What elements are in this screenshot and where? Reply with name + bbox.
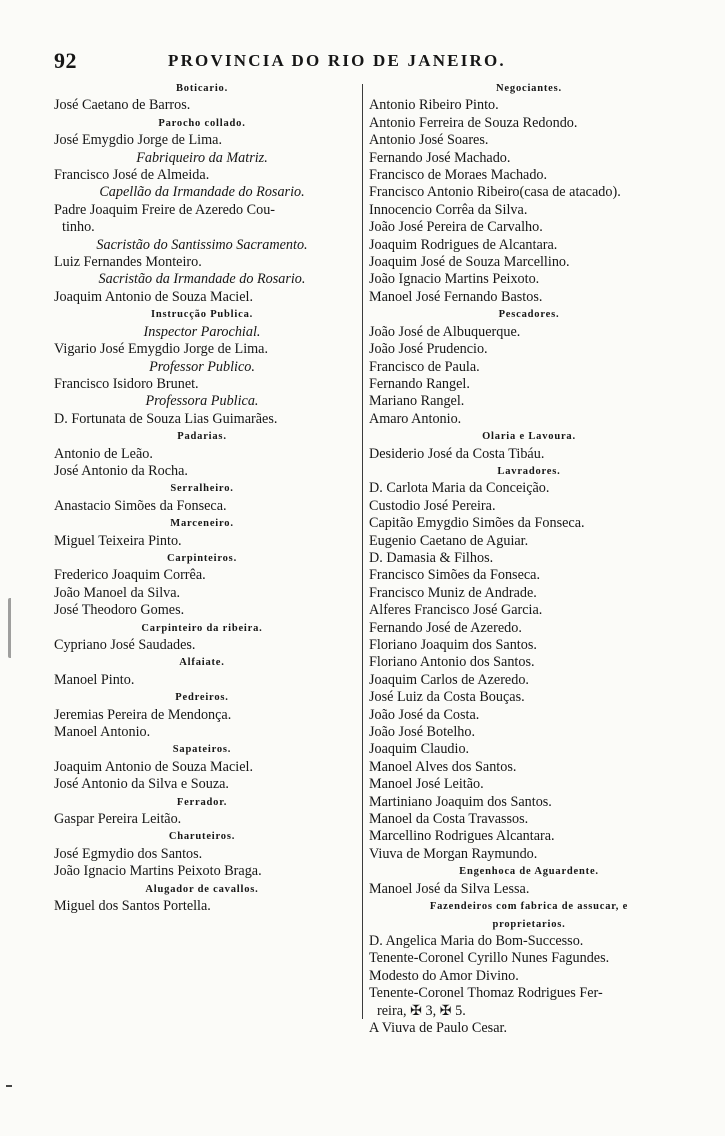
entry-line: Antonio Ribeiro Pinto. — [369, 97, 499, 114]
entry-line: Francisco de Moraes Machado. — [369, 167, 548, 184]
entry-line: Frederico Joaquim Corrêa. — [54, 567, 206, 584]
entry-line: Anastacio Simões da Fonseca. — [54, 497, 227, 514]
role-heading: Professor Publico. — [149, 358, 255, 375]
entry-line: Manoel Antonio. — [54, 724, 151, 741]
entry-line: A Viuva de Paulo Cesar. — [369, 1019, 507, 1036]
entry-line: Tenente-Coronel Thomaz Rodrigues Fer- — [369, 985, 603, 1002]
entry-line: José Antonio da Silva e Souza. — [54, 776, 229, 793]
section-heading: Ferrador. — [176, 796, 228, 808]
role-heading: Sacristão da Irmandade do Rosario. — [98, 271, 306, 288]
entry-line: D. Angelica Maria do Bom-Successo. — [369, 932, 584, 949]
entry-line: Francisco Muniz de Andrade. — [369, 584, 537, 601]
section-heading: Carpinteiro da ribeira. — [141, 622, 263, 634]
section-heading: proprietarios. — [492, 918, 566, 930]
entry-line: Manoel José Leitão. — [369, 776, 484, 793]
section-heading: Serralheiro. — [170, 483, 234, 495]
entry-line: Capitão Emygdio Simões da Fonseca. — [369, 515, 585, 532]
entry-line: Joaquim Claudio. — [369, 741, 470, 758]
page-number: 92 — [54, 48, 77, 73]
entry-line: Padre Joaquim Freire de Azeredo Cou- — [54, 201, 276, 218]
margin-dot — [6, 1085, 12, 1087]
role-heading: Inspector Parochial. — [143, 323, 261, 340]
entry-line: Francisco Antonio Ribeiro(casa de atacado). — [369, 184, 621, 201]
entry-line: Gaspar Pereira Leitão. — [54, 811, 182, 828]
entry-line: Miguel Teixeira Pinto. — [54, 532, 182, 549]
entry-line: Manoel Pinto. — [54, 671, 135, 688]
entry-line: Manoel da Costa Travassos. — [369, 811, 529, 828]
entry-line: José Egmydio dos Santos. — [54, 845, 203, 862]
role-heading: Professora Publica. — [145, 393, 259, 410]
page-edge-mark — [8, 598, 25, 658]
entry-line: tinho. — [62, 219, 95, 236]
entry-line: Fernando Rangel. — [369, 375, 470, 392]
entry-line: Joaquim Carlos de Azeredo. — [369, 671, 529, 688]
entry-line: José Antonio da Rocha. — [54, 462, 188, 479]
entry-line: Joaquim Antonio de Souza Maciel. — [54, 288, 253, 305]
section-heading: Padarias. — [177, 431, 227, 443]
section-heading: Boticario. — [175, 83, 229, 94]
entry-line: Mariano Rangel. — [369, 393, 465, 410]
entry-line: Custodio José Pereira. — [369, 497, 496, 514]
section-heading: Pescadores. — [498, 309, 560, 321]
entry-line: Amaro Antonio. — [369, 410, 462, 427]
section-heading: Engenhoca de Aguardente. — [459, 866, 599, 878]
column-rule — [362, 84, 363, 1019]
entry-line: D. Fortunata de Souza Lias Guimarães. — [54, 410, 278, 427]
section-heading: Carpinteiros. — [167, 552, 237, 564]
section-heading: Pedreiros. — [175, 692, 229, 704]
entry-line: reira, ✠ 3, ✠ 5. — [377, 1002, 466, 1019]
section-heading: Parocho collado. — [158, 117, 246, 129]
section-heading: Alfaiate. — [179, 657, 225, 669]
entry-line: Francisco José de Almeida. — [54, 167, 210, 184]
entry-line: José Emygdio Jorge de Lima. — [54, 132, 222, 149]
entry-line: Floriano Joaquim dos Santos. — [369, 637, 537, 653]
entry-line: Eugenio Caetano de Aguiar. — [369, 532, 529, 549]
entry-line: João José de Albuquerque. — [369, 323, 521, 340]
entry-line: José Luiz da Costa Bouças. — [369, 689, 525, 706]
entry-line: Antonio de Leão. — [54, 445, 153, 462]
entry-line: Desiderio José da Costa Tibáu. — [369, 445, 545, 462]
section-heading: Instrucção Publica. — [150, 309, 254, 321]
entry-line: Manoel José da Silva Lessa. — [369, 880, 530, 897]
role-heading: Capellão da Irmandade do Rosario. — [99, 184, 305, 201]
section-heading: Olaria e Lavoura. — [482, 431, 576, 443]
entry-line: João Ignacio Martins Peixoto Braga. — [54, 863, 262, 880]
entry-line: Jeremias Pereira de Mendonça. — [54, 706, 232, 723]
section-heading: Sapateiros. — [172, 744, 232, 756]
section-heading: Negociantes. — [496, 83, 562, 94]
entry-line: Manoel Alves dos Santos. — [369, 758, 517, 775]
role-heading: Fabriqueiro da Matriz. — [136, 149, 268, 166]
entry-line: João Ignacio Martins Peixoto. — [369, 271, 540, 288]
entry-line: José Caetano de Barros. — [54, 97, 191, 114]
entry-line: João José da Costa. — [369, 706, 480, 723]
entry-line: João José Pereira de Carvalho. — [369, 219, 543, 236]
entry-line: Francisco de Paula. — [369, 358, 480, 375]
entry-line: Joaquim Rodrigues de Alcantara. — [369, 236, 558, 253]
running-title: PROVINCIA DO RIO DE JANEIRO. — [168, 51, 506, 70]
entry-line: Francisco Simões da Fonseca. — [369, 567, 541, 584]
entry-line: Francisco Isidoro Brunet. — [54, 375, 199, 392]
left-column — [54, 80, 350, 916]
role-heading: Sacristão do Santissimo Sacramento. — [96, 236, 308, 253]
entry-line: Luiz Fernandes Monteiro. — [54, 254, 202, 271]
entry-line: Joaquim José de Souza Marcellino. — [369, 254, 570, 271]
entry-line: Martiniano Joaquim dos Santos. — [369, 793, 552, 810]
section-heading: Marceneiro. — [170, 518, 234, 530]
right-column — [369, 80, 689, 1037]
entry-line: Viuva de Morgan Raymundo. — [369, 845, 538, 862]
entry-line: D. Damasia & Filhos. — [369, 549, 494, 566]
entry-line: João José Prudencio. — [369, 341, 488, 358]
entry-line: Joaquim Antonio de Souza Maciel. — [54, 758, 253, 775]
entry-line: Cypriano José Saudades. — [54, 637, 196, 653]
entry-line: Fernando José Machado. — [369, 149, 511, 166]
entry-line: Antonio José Soares. — [369, 132, 489, 149]
entry-line: D. Carlota Maria da Conceição. — [369, 480, 550, 497]
section-heading: Lavradores. — [497, 465, 561, 477]
entry-line: Miguel dos Santos Portella. — [54, 898, 211, 915]
section-heading: Charuteiros. — [168, 831, 236, 843]
entry-line: Manoel José Fernando Bastos. — [369, 288, 543, 305]
entry-line: Floriano Antonio dos Santos. — [369, 654, 535, 671]
entry-line: Innocencio Corrêa da Silva. — [369, 201, 528, 218]
entry-line: Modesto do Amor Divino. — [369, 967, 519, 984]
section-heading: Alugador de cavallos. — [145, 883, 259, 895]
entry-line: Vigario José Emygdio Jorge de Lima. — [54, 341, 269, 358]
entry-line: Tenente-Coronel Cyrillo Nunes Fagundes. — [369, 950, 610, 967]
entry-line: Alferes Francisco José Garcia. — [369, 602, 543, 619]
entry-line: João Manoel da Silva. — [54, 584, 181, 601]
section-heading: Fazendeiros com fabrica de assucar, e — [429, 901, 629, 913]
entry-line: José Theodoro Gomes. — [54, 602, 185, 619]
entry-line: Marcellino Rodrigues Alcantara. — [369, 828, 555, 845]
entry-line: Antonio Ferreira de Souza Redondo. — [369, 114, 578, 131]
entry-line: João José Botelho. — [369, 724, 476, 741]
entry-line: Fernando José de Azeredo. — [369, 619, 522, 636]
